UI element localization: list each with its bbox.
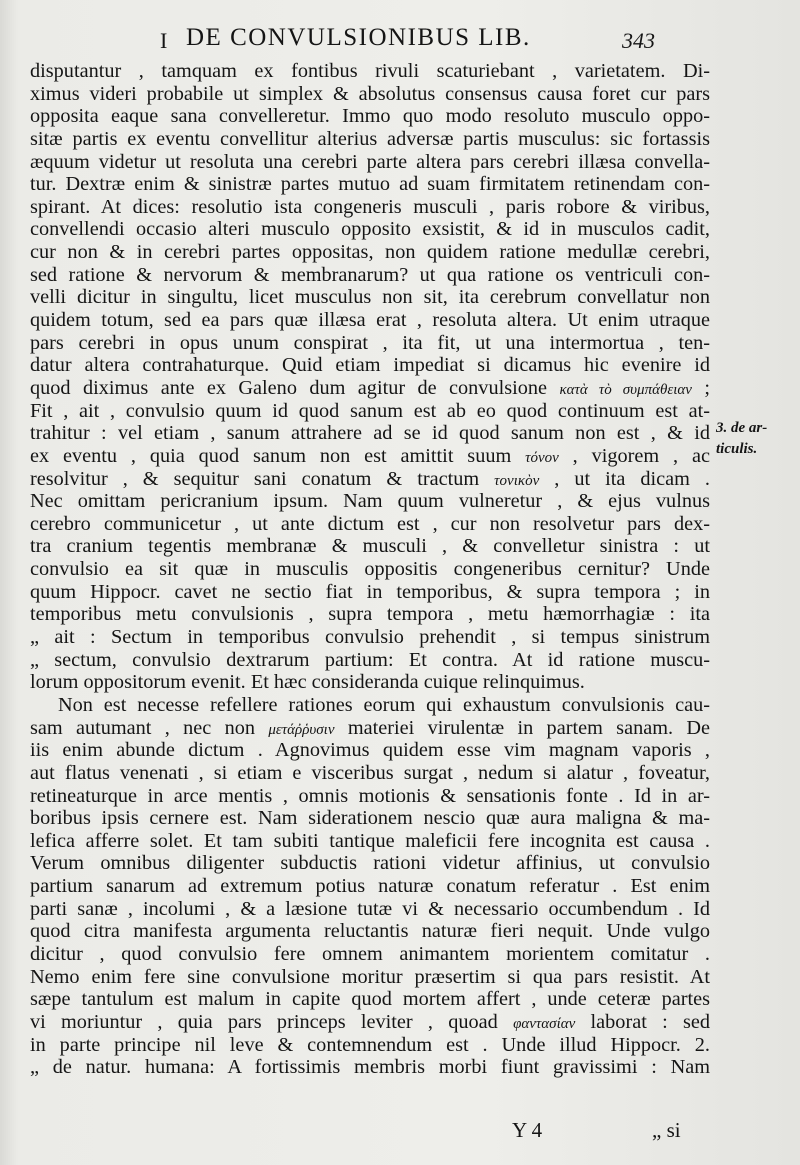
text-line: pars cerebri in opus unum conspirat , ita fit, ut una intermortua , ten-: [30, 331, 710, 354]
text-line: tra cranium tegentis membranæ & musculi , & convelletur sinistra : ut: [30, 535, 710, 558]
text-line: „ sectum, convulsio dextrarum partium: Et contra. At id ratione muscu-: [30, 648, 710, 671]
text-line: æquum videtur ut resoluta una cerebri parte altera pars cerebri illæsa convella-: [30, 150, 710, 173]
text-line: Nemo enim fere sine convulsione moritur præsertim si qua pars resistit. At: [30, 965, 710, 988]
text-line: iis enim abunde dictum . Agnovimus quidem esse vim magnam vaporis ,: [30, 739, 710, 762]
text-line: sed ratione & nervorum & membranarum? ut qua ratione os ventriculi con-: [30, 263, 710, 286]
text-line: lorum oppositorum evenit. Et hæc consideranda cuique relinquimus.: [30, 671, 585, 694]
greek-word: τόνον: [525, 449, 559, 466]
text-line: convellendi occasio alteri musculo opposito exsistit, & id in musculos cadit,: [30, 218, 710, 241]
line-text: vi moriuntur , quia pars princeps leviter , quoad: [30, 1010, 498, 1033]
text-line: tur. Dextræ enim & sinistræ partes mutuo ad suam firmitatem retinendam con-: [30, 173, 710, 196]
catchword: „ si: [652, 1118, 681, 1142]
line-text: sam autumant , nec non: [30, 716, 255, 739]
text-line: aut flatus venenati , si etiam e visceribus surgat , nedum si alatur , foveatur,: [30, 761, 710, 784]
margin-note-line: 3. de ar-: [716, 420, 768, 436]
text-line: datur altera contrahaturque. Quid etiam impediat si dicamus hic evenire id: [30, 354, 710, 377]
text-line-with-greek: [30, 1011, 710, 1034]
text-line: Nec omittam pericranium ipsum. Nam quum vulneretur , & ejus vulnus: [30, 490, 710, 513]
text-line-with-greek: [30, 377, 710, 400]
text-line: trahitur : vel etiam , sanum attrahere ad se id quod sanum non est , & id: [30, 422, 710, 445]
text-line: partium sanarum ad extremum potius naturæ conatum referatur . Est enim: [30, 875, 710, 898]
text-line: convulsio ea sit quæ in musculis oppositis congeneribus cernitur? Unde: [30, 558, 710, 581]
text-line: quod citra manifesta argumenta reluctantis naturæ fieri nequit. Unde vulgo: [30, 920, 710, 943]
line-tail: materiei virulentæ in partem sanam. De: [347, 716, 711, 739]
line-tail: , ut ita dicam .: [554, 467, 710, 490]
running-head: DE CONVULSIONIBUS LIB.: [186, 24, 531, 51]
text-line-with-greek: [30, 468, 710, 491]
line-text: ex eventu , quia quod sanum non est amittit suum: [30, 444, 512, 467]
margin-note: [716, 418, 796, 460]
margin-note-line: ticulis.: [716, 441, 758, 457]
line-text: resolvitur , & sequitur sani conatum & tractum: [30, 467, 480, 490]
paragraph-start: Non est necesse refellere rationes eorum qui exhaustum convulsionis cau-: [58, 693, 710, 716]
text-line: quum Hippocr. cavet ne sectio fiat in temporibus, & supra tempora ; in: [30, 580, 710, 603]
text-line: „ ait : Sectum in temporibus convulsio prehendit , si tempus sinistrum: [30, 626, 710, 649]
signature-mark: Y 4: [512, 1118, 543, 1142]
line-tail: laborat : sed: [590, 1010, 711, 1033]
text-line: retineaturque in arce mentis , omnis motionis & sensationis fonte . Id in ar-: [30, 784, 710, 807]
text-line: in parte principe nil leve & contemnendum est . Unde illud Hippocr. 2.: [30, 1033, 710, 1056]
text-line-with-greek: [30, 445, 710, 468]
greek-word: τονικὸν: [494, 472, 540, 489]
text-line: ximus videri probabile ut simplex & absolutus consensus causa foret cur pars: [30, 82, 710, 105]
text-line: disputantur , tamquam ex fontibus rivuli scaturiebant , varietatem. Di-: [30, 60, 710, 82]
text-line-with-greek: [30, 717, 710, 740]
text-line: sæpe tantulum est malum in capite quod mortem affert , unde ceteræ partes: [30, 988, 710, 1011]
text-line: opposita eaque sana convelleretur. Immo quo modo resoluto musculo oppo-: [30, 105, 710, 128]
text-line: dicitur , quod convulsio fere omnem animantem morientem comitatur .: [30, 942, 710, 965]
greek-word: μετάῤῥυσιν: [268, 721, 335, 738]
text-line: spirant. At dices: resolutio ista congeneris musculi , paris robore & viribus,: [30, 195, 710, 218]
text-line: Verum omnibus diligenter subductis rationi videtur affinius, ut convulsio: [30, 852, 710, 875]
greek-word: φαντασίαν: [513, 1015, 576, 1032]
text-line: quidem totum, sed ea pars quæ illæsa erat , resoluta altera. Ut enim utraque: [30, 309, 710, 332]
greek-phrase: κατὰ τὸ συμπάθειαν: [559, 381, 692, 398]
text-line: parti sanæ , incolumi , & a læsione tutæ vi & necessario occumbendum . Id: [30, 897, 710, 920]
text-line: Fit , ait , convulsio quum id quod sanum est ab eo quod continuum est at-: [30, 399, 710, 422]
page-footer: [0, 1118, 800, 1148]
page-header: [0, 18, 800, 58]
text-line: „ de natur. humana: A fortissimis membris morbi fiunt gravissimi : Nam: [30, 1056, 710, 1079]
text-line: cerebro communicetur , ut ante dictum est , cur non resolvetur pars dex-: [30, 512, 710, 535]
text-line: lefica afferre solet. Et tam subiti tantique maleficii fere incognita est causa .: [30, 829, 710, 852]
header-mark: I: [160, 28, 168, 53]
text-line: cur non & in cerebri partes oppositas, non quidem ratione medullæ cerebri,: [30, 241, 710, 264]
text-line: boribus ipsis cernere est. Nam siderationem nescio quæ aura maligna & ma-: [30, 807, 710, 830]
line-text: quod diximus ante ex Galeno dum agitur de convulsione: [30, 376, 548, 399]
line-tail: ;: [704, 376, 710, 399]
text-line: velli dicitur in singultu, licet musculus non sit, ita cerebrum convellatur non: [30, 286, 710, 309]
text-line: temporibus metu convulsionis , supra tempora , metu hæmorrhagiæ : ita: [30, 603, 710, 626]
line-tail: , vigorem , ac: [572, 444, 710, 467]
page-number: 343: [622, 28, 655, 53]
body-text: [30, 60, 710, 1079]
text-line: sitæ partis ex eventu convellitur alterius adversæ partis musculus: sic fortassis: [30, 127, 710, 150]
